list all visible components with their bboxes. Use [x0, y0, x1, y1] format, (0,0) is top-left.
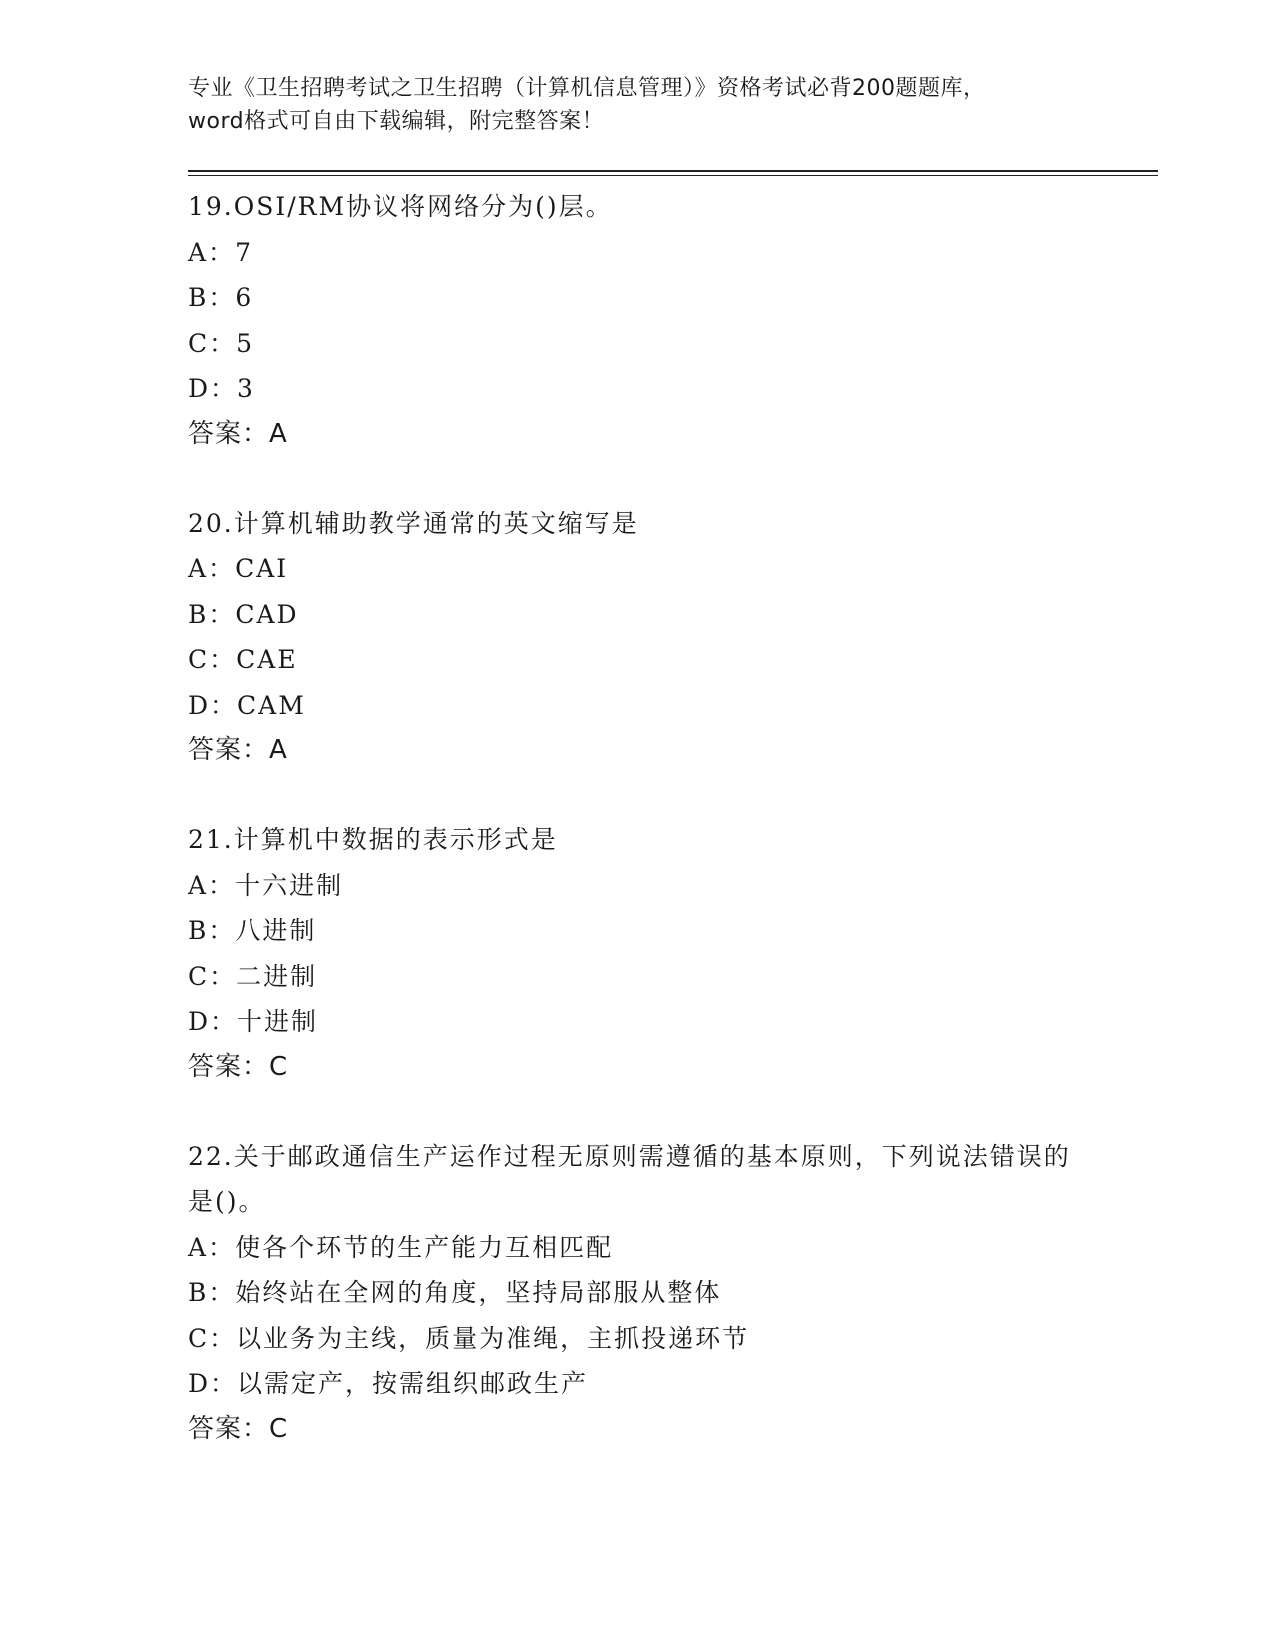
option-c [188, 637, 1158, 683]
option-a [188, 863, 1158, 909]
question-list [188, 184, 1158, 1452]
option-value: 以需定产，按需组织邮政生产 [237, 1369, 589, 1398]
option-key: B： [188, 1278, 236, 1307]
option-key: C： [188, 961, 237, 991]
answer-line: 答案：A [188, 735, 288, 765]
option-value: 7 [235, 237, 253, 267]
option-key: B： [188, 916, 236, 945]
option-key: A： [188, 870, 236, 900]
option-key: C： [188, 1323, 237, 1353]
answer-line: 答案：C [188, 1051, 289, 1082]
option-key: D： [188, 1369, 238, 1398]
answer-line: 答案：C [188, 1413, 289, 1444]
option-a [188, 230, 1158, 276]
option-key: B： [188, 599, 236, 629]
option-key: C： [188, 328, 237, 358]
option-value: CAM [237, 690, 306, 720]
option-value: CAI [235, 554, 289, 583]
question-text: 22.关于邮政通信生产运作过程无原则需遵循的基本原则，下列说法错误的是()。 [188, 1141, 1071, 1216]
option-key: D： [188, 690, 238, 720]
document-header [188, 72, 1158, 138]
option-d [188, 1361, 1158, 1407]
option-d [188, 366, 1158, 412]
option-c [188, 1316, 1158, 1362]
option-key: A： [188, 237, 236, 267]
document-page [188, 72, 1158, 1496]
header-line-2: word格式可自由下载编辑，附完整答案！ [188, 109, 605, 134]
question-20 [188, 501, 1158, 774]
option-key: C： [188, 645, 237, 674]
option-value: 3 [237, 374, 255, 403]
question-text: 19.OSI/RM协议将网络分为()层。 [188, 192, 613, 221]
header-line-1: 专业《卫生招聘考试之卫生招聘（计算机信息管理）》资格考试必背200题题库， [188, 76, 986, 101]
option-b [188, 592, 1158, 638]
option-value: 二进制 [236, 961, 318, 991]
option-value: 始终站在全网的角度，坚持局部服从整体 [235, 1278, 722, 1307]
question-22 [188, 1134, 1158, 1452]
option-a [188, 546, 1158, 592]
question-21 [188, 817, 1158, 1090]
option-value: 十进制 [237, 1007, 319, 1036]
option-key: A： [188, 554, 236, 583]
option-value: 5 [236, 328, 255, 358]
answer-line: 答案：A [188, 418, 288, 449]
option-value: 使各个环节的生产能力互相匹配 [235, 1232, 614, 1262]
question-text: 21.计算机中数据的表示形式是 [188, 825, 558, 854]
header-double-rule [188, 170, 1158, 176]
option-value: CAD [235, 599, 299, 629]
question-text: 20.计算机辅助教学通常的英文缩写是 [188, 508, 639, 538]
option-key: D： [188, 374, 238, 403]
option-key: A： [188, 1232, 236, 1262]
option-value: 十六进制 [235, 870, 344, 900]
option-c [188, 321, 1158, 367]
option-b [188, 908, 1158, 954]
option-b [188, 275, 1158, 321]
option-value: 6 [235, 283, 254, 312]
option-value: 八进制 [235, 916, 317, 945]
option-d [188, 683, 1158, 729]
option-value: 以业务为主线，质量为准绳，主抓投递环节 [236, 1323, 750, 1353]
question-19 [188, 184, 1158, 457]
option-a [188, 1225, 1158, 1271]
option-key: B： [188, 283, 236, 312]
option-c [188, 954, 1158, 1000]
option-value: CAE [236, 645, 298, 674]
option-b [188, 1270, 1158, 1316]
option-key: D： [188, 1007, 238, 1036]
option-d [188, 999, 1158, 1045]
